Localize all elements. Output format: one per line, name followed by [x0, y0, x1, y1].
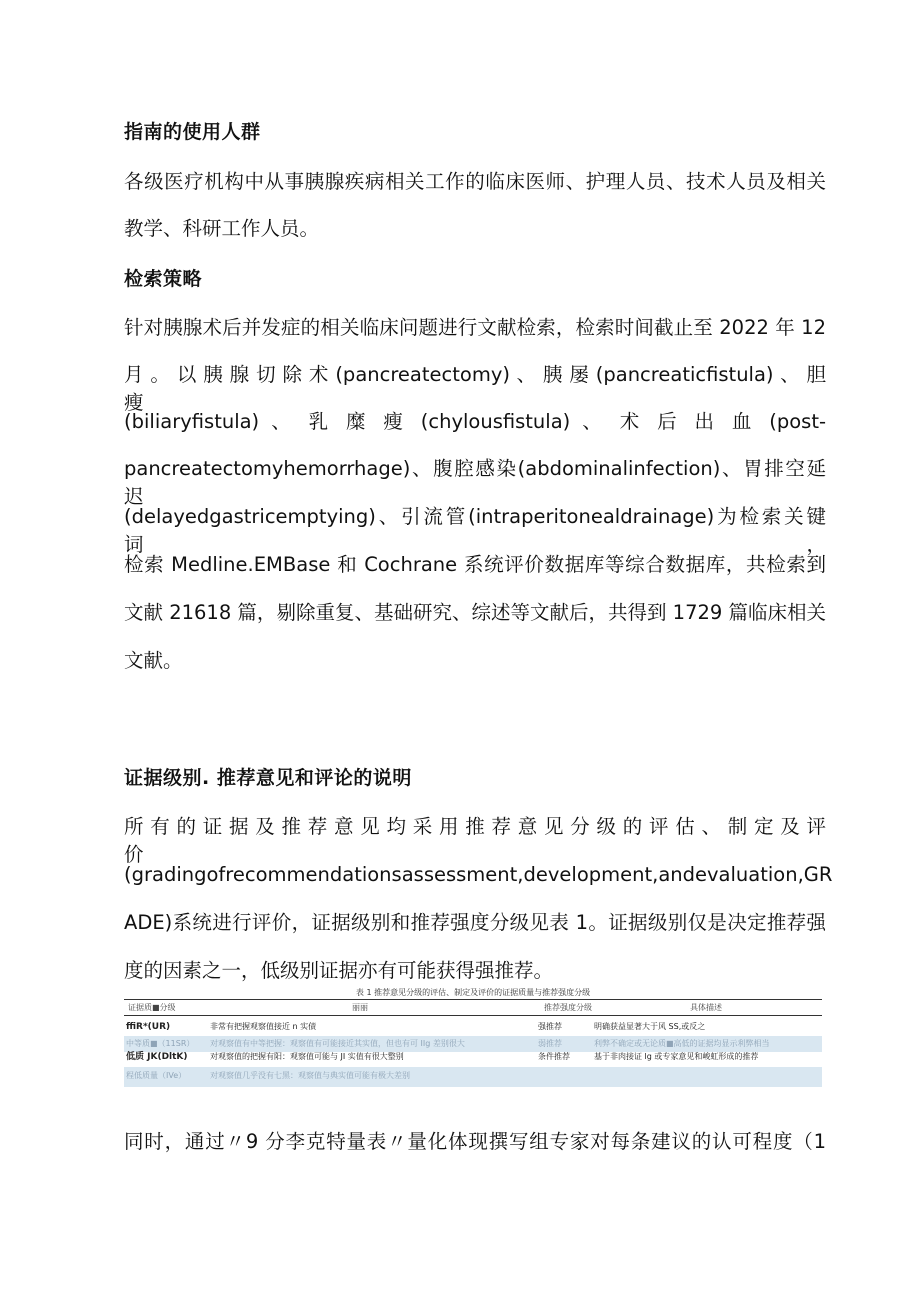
- closing-line: 同时，通过〃9 分李克特量表〃量化体现撰写组专家对每条建议的认可程度（1: [124, 1130, 826, 1153]
- table-cell: 基于非肉接证 lg 或专家意见和峻虹形成的推荐: [594, 1052, 759, 1061]
- search-heading: 检索策略: [124, 268, 203, 290]
- table-caption: 表 1 推荐意见分级的评估、制定及评价的证据质量与推荐强度分级: [355, 988, 591, 997]
- table-row: [124, 1049, 822, 1065]
- search-line-6: 检索 Medline.EMBase 和 Cochrane 系统评价数据库等综合数据库，共检索到: [124, 553, 826, 576]
- search-line-5: (delayedgastricemptying)、引流管(intraperitonealdrainage)为检索关键词，: [124, 505, 826, 556]
- table-cell: 明确获益显著大于风 SS,或反之: [594, 1022, 706, 1031]
- search-line-8: 文献。: [124, 649, 183, 672]
- grade-line-2: (gradingofrecommendationsassessment,development,andevaluation,GR: [124, 863, 833, 886]
- search-line-2: 月 。 以 胰 腺 切 除 术 (pancreatectomy) 、 胰 屡 (pancreaticfistula) 、 胆 瘦: [124, 363, 826, 414]
- users-line-2: 教学、科研工作人员。: [124, 217, 320, 240]
- grade-line-3: ADE)系统进行评价，证据级别和推荐强度分级见表 1。证据级别仅是决定推荐强: [124, 911, 826, 934]
- grade-line-1: 所 有 的 证 据 及 推 荐 意 见 均 采 用 推 荐 意 见 分 级 的 评 估 、 制 定 及 评 价: [124, 815, 826, 866]
- grade-heading: 证据级别. 推荐意见和评论的说明: [124, 767, 412, 789]
- table-cell: 程低质量（IVe）: [126, 1071, 187, 1080]
- table-cell: 非常有把握观察值接近 n 实债: [210, 1022, 317, 1031]
- table-header-detail: 具体描述: [690, 1003, 722, 1012]
- users-heading: 指南的使用人群: [124, 121, 261, 143]
- search-line-1: 针对胰腺术后并发症的相关临床问题进行文献检索，检索时间截止至 2022 年 12: [124, 316, 826, 339]
- search-line-3: (biliaryfistula) 、 乳 糜 瘦 (chylousfistula) 、 术 后 出 血 (post-: [124, 410, 826, 433]
- table-cell: ffiR*(UR): [126, 1022, 171, 1032]
- table-cell: 低质 JK(DltK): [126, 1052, 188, 1062]
- table-cell: 对观察值的把握有阳：观察值可能与 JI 实值有很大整别: [210, 1052, 404, 1061]
- search-line-7: 文献 21618 篇，剔除重复、基础研究、综述等文献后，共得到 1729 篇临床相关: [124, 601, 826, 624]
- table-cell: 利弊不确定或无论质■高低的证据均显示利弊相当: [594, 1039, 770, 1048]
- users-line-1: 各级医疗机构中从事胰腺疾病相关工作的临床医师、护理人员、技术人员及相关: [124, 170, 826, 193]
- table-cell: 对观察值有中等把握：观察值有可能接近其实值，但也有可 IIg 差别很大: [210, 1039, 465, 1048]
- table-top-rule: [124, 999, 822, 1000]
- table-header-rule: [124, 1015, 822, 1016]
- table-header-grade: 证据质■分级: [128, 1003, 176, 1012]
- search-line-4: pancreatectomyhemorrhage)、腹腔感染(abdominalinfection)、胃排空延迟: [124, 457, 826, 508]
- grade-line-4: 度的因素之一，低级别证据亦有可能获得强推荐。: [124, 959, 554, 982]
- table-cell: 条件推荐: [538, 1052, 570, 1061]
- table-cell: 中等质■（11SR）: [126, 1039, 195, 1048]
- table-cell: 对观察值几乎没有七黑：观察值与典实值可能有极大差别: [210, 1071, 410, 1080]
- table-row: [124, 1019, 822, 1035]
- table-header-strength: 推荐强度分级: [544, 1003, 592, 1012]
- table-row: [124, 1067, 822, 1087]
- grading-table: [124, 988, 822, 1091]
- table-cell: 强推荐: [538, 1022, 562, 1031]
- table-header-description: 丽丽: [352, 1003, 368, 1012]
- table-cell: 弱推荐: [538, 1039, 562, 1048]
